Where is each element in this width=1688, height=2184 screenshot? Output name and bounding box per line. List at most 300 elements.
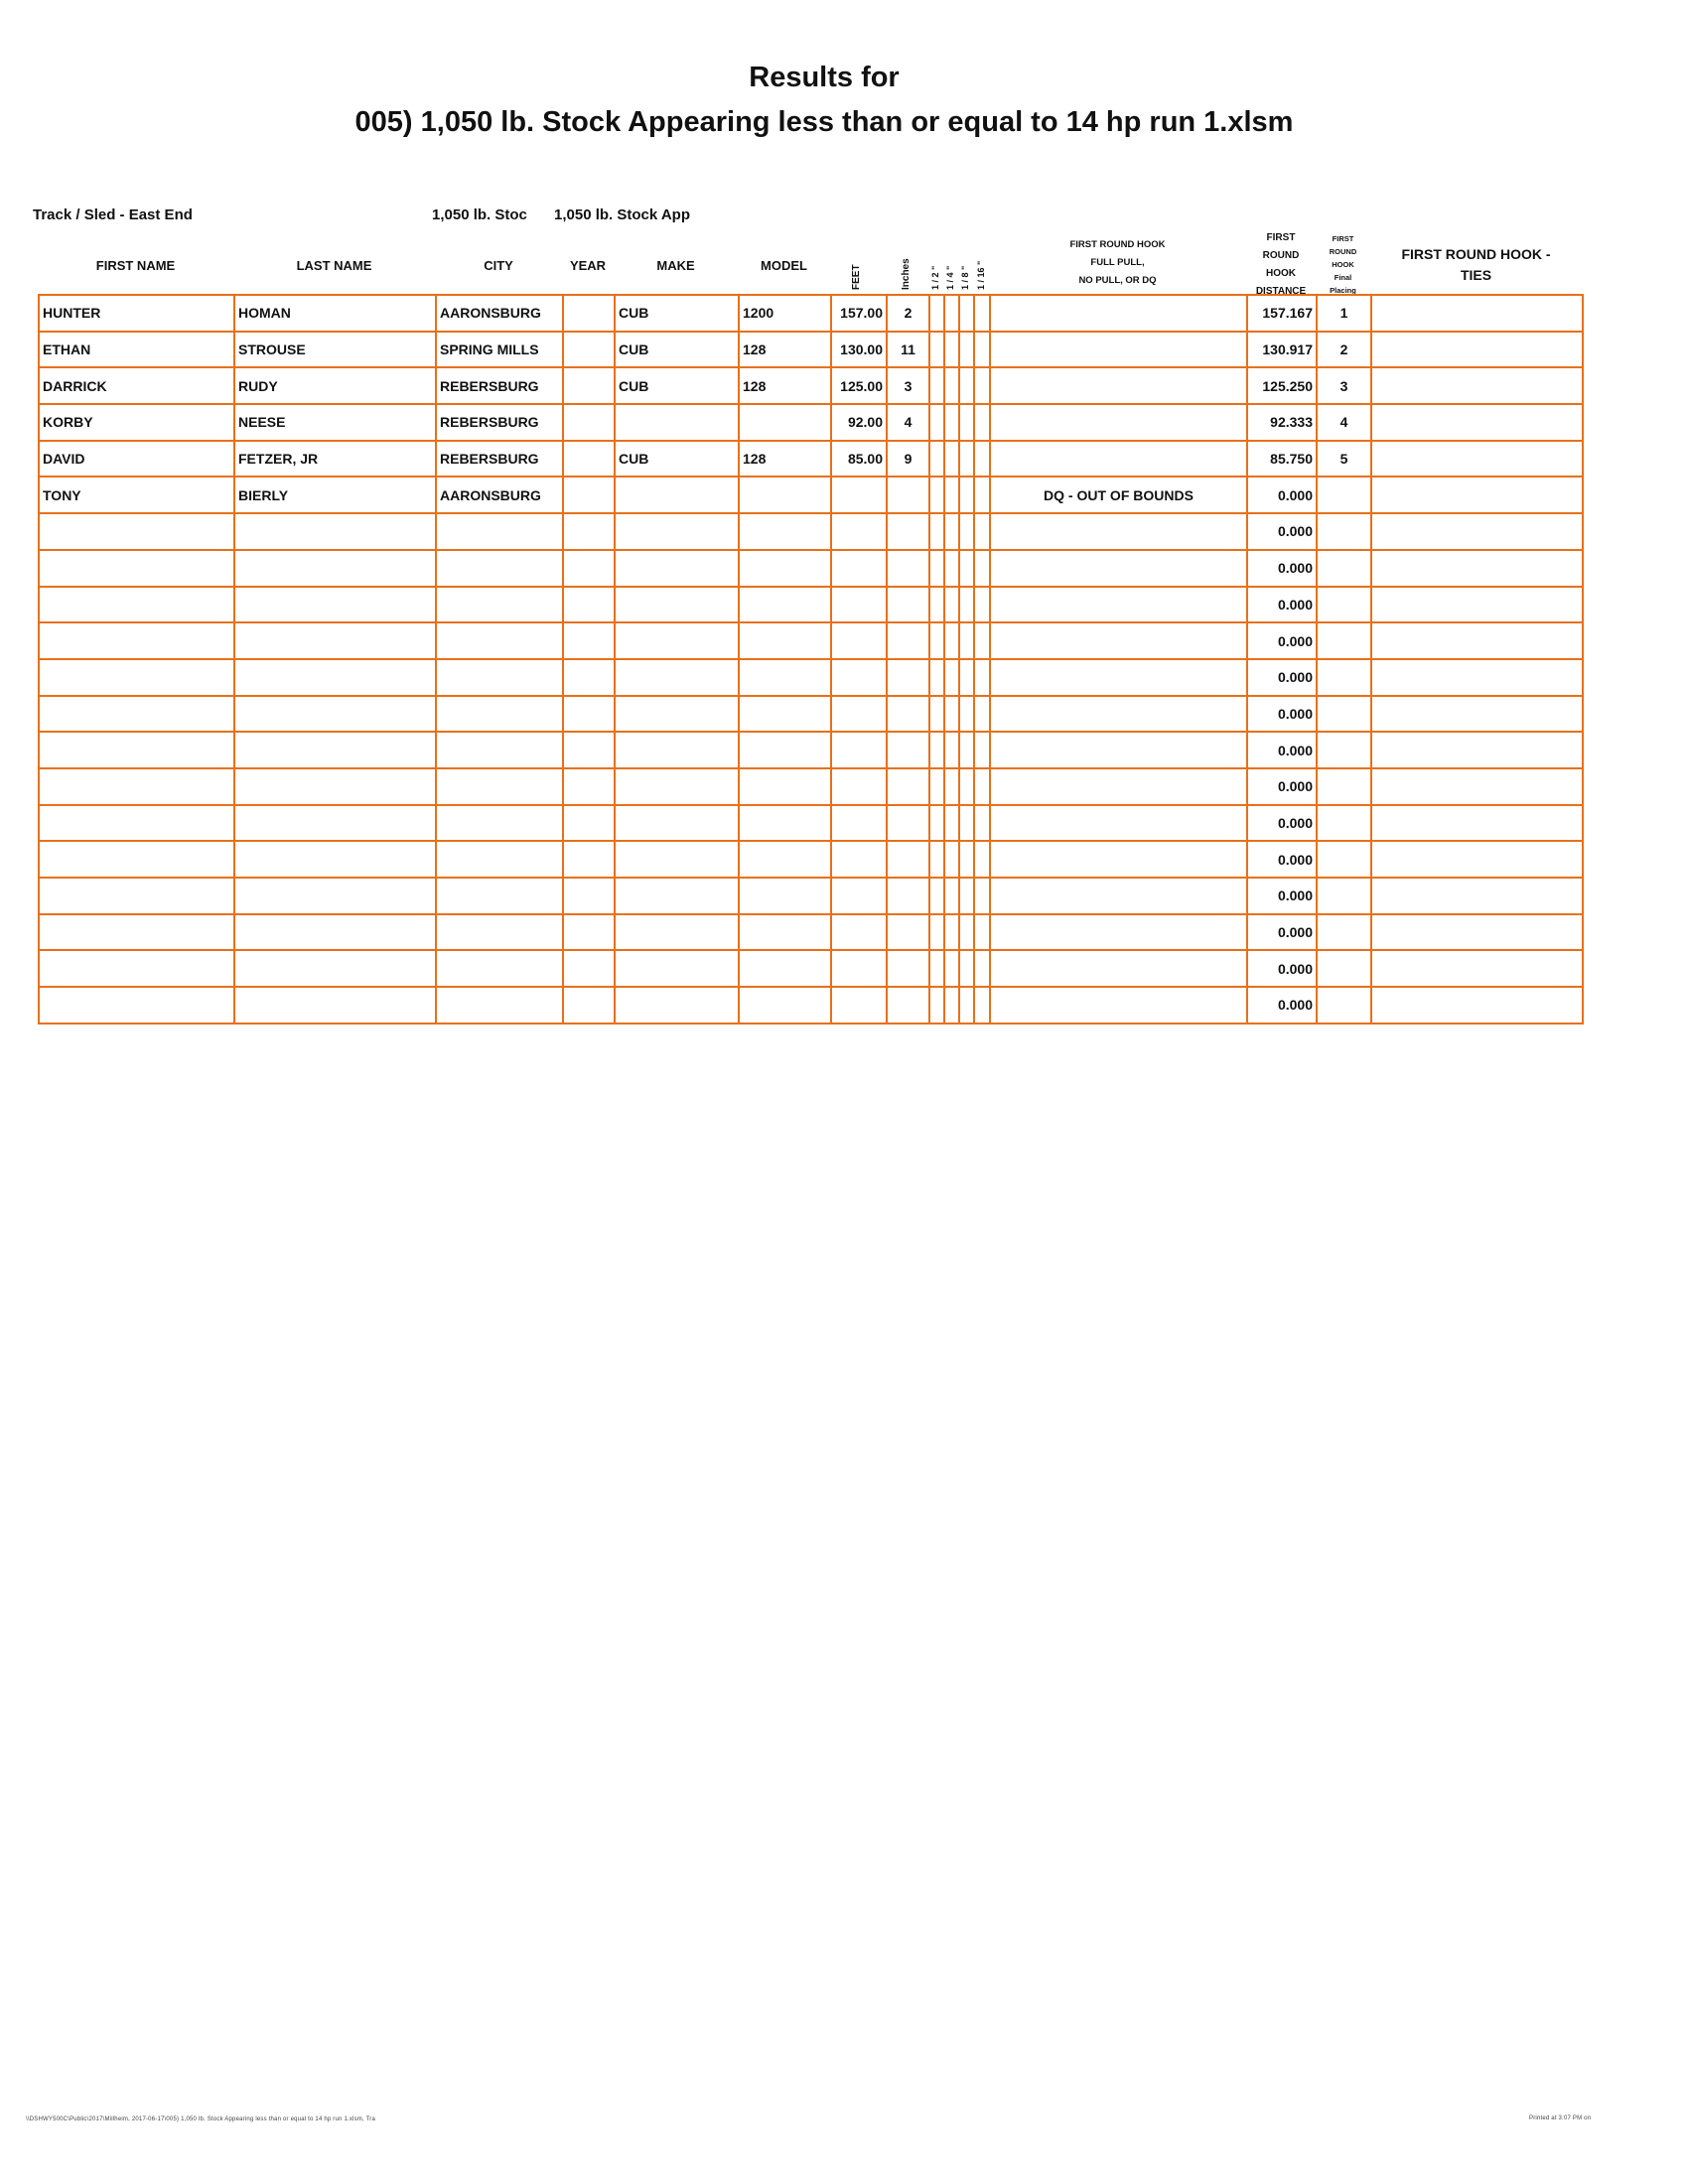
cell-half-inch xyxy=(929,805,944,842)
cell-last-name: NEESE xyxy=(234,404,436,441)
cell-city xyxy=(436,950,563,987)
cell-first-name xyxy=(39,659,234,696)
cell-inches xyxy=(887,696,929,733)
cell-final-placing xyxy=(1317,950,1371,987)
cell-last-name: STROUSE xyxy=(234,332,436,368)
table-row xyxy=(39,477,1583,513)
class-name-full: 1,050 lb. Stock App xyxy=(554,206,690,223)
cell-final-placing xyxy=(1317,513,1371,550)
cell-last-name xyxy=(234,622,436,659)
cell-inches xyxy=(887,914,929,951)
cell-city xyxy=(436,987,563,1024)
cell-final-placing xyxy=(1317,914,1371,951)
cell-year xyxy=(563,696,615,733)
cell-model xyxy=(739,696,831,733)
cell-last-name: FETZER, JR xyxy=(234,441,436,478)
cell-eighth-inch xyxy=(959,841,974,878)
cell-feet xyxy=(831,732,887,768)
cell-make xyxy=(615,550,739,587)
cell-quarter-inch xyxy=(944,441,959,478)
cell-quarter-inch xyxy=(944,477,959,513)
cell-city xyxy=(436,659,563,696)
cell-make xyxy=(615,732,739,768)
cell-city: REBERSBURG xyxy=(436,367,563,404)
cell-year xyxy=(563,805,615,842)
cell-quarter-inch xyxy=(944,367,959,404)
cell-quarter-inch xyxy=(944,659,959,696)
cell-half-inch xyxy=(929,513,944,550)
cell-last-name xyxy=(234,587,436,623)
cell-ties xyxy=(1371,404,1583,441)
cell-make xyxy=(615,622,739,659)
track-sled-label: Track / Sled - East End xyxy=(33,206,193,223)
cell-final-placing xyxy=(1317,987,1371,1024)
cell-first-name xyxy=(39,805,234,842)
cell-last-name xyxy=(234,987,436,1024)
cell-first-name xyxy=(39,768,234,805)
cell-final-placing: 3 xyxy=(1317,367,1371,404)
cell-full-pull-status xyxy=(990,696,1247,733)
cell-first-name: DARRICK xyxy=(39,367,234,404)
column-header-first-name: FIRST NAME xyxy=(95,258,176,273)
column-header-ties: FIRST ROUND HOOK - TIES xyxy=(1401,246,1551,283)
cell-half-inch xyxy=(929,659,944,696)
cell-city xyxy=(436,914,563,951)
cell-full-pull-status xyxy=(990,987,1247,1024)
cell-model xyxy=(739,550,831,587)
cell-feet xyxy=(831,914,887,951)
cell-make xyxy=(615,950,739,987)
cell-feet xyxy=(831,696,887,733)
cell-city: REBERSBURG xyxy=(436,404,563,441)
cell-city: AARONSBURG xyxy=(436,477,563,513)
cell-quarter-inch xyxy=(944,622,959,659)
cell-make xyxy=(615,587,739,623)
column-header-model: MODEL xyxy=(761,258,807,273)
cell-quarter-inch xyxy=(944,404,959,441)
class-name-truncated: 1,050 lb. Stoc xyxy=(432,206,527,223)
table-row xyxy=(39,404,1583,441)
cell-hook-distance: 0.000 xyxy=(1247,587,1317,623)
cell-hook-distance: 125.250 xyxy=(1247,367,1317,404)
column-header-make: MAKE xyxy=(656,258,695,273)
cell-half-inch xyxy=(929,622,944,659)
cell-city xyxy=(436,841,563,878)
cell-last-name xyxy=(234,878,436,914)
cell-sixteenth-inch xyxy=(974,550,990,587)
cell-last-name xyxy=(234,841,436,878)
cell-year xyxy=(563,587,615,623)
cell-quarter-inch xyxy=(944,914,959,951)
cell-inches xyxy=(887,987,929,1024)
cell-first-name xyxy=(39,950,234,987)
cell-last-name xyxy=(234,914,436,951)
cell-sixteenth-inch xyxy=(974,367,990,404)
table-row xyxy=(39,841,1583,878)
cell-inches: 4 xyxy=(887,404,929,441)
cell-year xyxy=(563,404,615,441)
cell-feet xyxy=(831,768,887,805)
table-row xyxy=(39,659,1583,696)
column-header-half: 1 / 2 " xyxy=(930,265,940,290)
cell-eighth-inch xyxy=(959,914,974,951)
cell-city xyxy=(436,587,563,623)
cell-ties xyxy=(1371,950,1583,987)
cell-model xyxy=(739,513,831,550)
cell-last-name xyxy=(234,513,436,550)
cell-ties xyxy=(1371,878,1583,914)
cell-year xyxy=(563,332,615,368)
cell-eighth-inch xyxy=(959,332,974,368)
cell-hook-distance: 92.333 xyxy=(1247,404,1317,441)
column-header-quarter: 1 / 4 " xyxy=(945,265,955,290)
table-row xyxy=(39,914,1583,951)
cell-quarter-inch xyxy=(944,696,959,733)
cell-first-name xyxy=(39,987,234,1024)
column-header-distance: FIRST ROUND HOOK DISTANCE xyxy=(1255,232,1307,297)
cell-model xyxy=(739,987,831,1024)
cell-first-name xyxy=(39,732,234,768)
cell-inches xyxy=(887,513,929,550)
cell-half-inch xyxy=(929,587,944,623)
cell-final-placing xyxy=(1317,732,1371,768)
cell-eighth-inch xyxy=(959,477,974,513)
cell-model xyxy=(739,768,831,805)
cell-last-name xyxy=(234,550,436,587)
cell-full-pull-status xyxy=(990,914,1247,951)
cell-make xyxy=(615,768,739,805)
cell-year xyxy=(563,295,615,332)
cell-final-placing xyxy=(1317,550,1371,587)
cell-make xyxy=(615,987,739,1024)
table-row xyxy=(39,987,1583,1024)
cell-half-inch xyxy=(929,768,944,805)
cell-city xyxy=(436,550,563,587)
cell-hook-distance: 0.000 xyxy=(1247,987,1317,1024)
cell-ties xyxy=(1371,841,1583,878)
cell-inches xyxy=(887,477,929,513)
cell-sixteenth-inch xyxy=(974,732,990,768)
cell-hook-distance: 0.000 xyxy=(1247,950,1317,987)
cell-quarter-inch xyxy=(944,732,959,768)
table-row xyxy=(39,332,1583,368)
cell-make xyxy=(615,513,739,550)
cell-full-pull-status xyxy=(990,550,1247,587)
cell-ties xyxy=(1371,914,1583,951)
cell-ties xyxy=(1371,367,1583,404)
cell-final-placing xyxy=(1317,659,1371,696)
cell-first-name xyxy=(39,914,234,951)
cell-feet: 130.00 xyxy=(831,332,887,368)
footer-file-path: \\DSHWY500C\Public\2017\Millheim, 2017-06-17\005) 1,050 lb. Stock Appearing less than or equal to 14 hp run 1.xlsm, Tra xyxy=(26,2116,375,2122)
cell-ties xyxy=(1371,513,1583,550)
cell-ties xyxy=(1371,805,1583,842)
cell-ties xyxy=(1371,587,1583,623)
cell-inches xyxy=(887,768,929,805)
cell-final-placing xyxy=(1317,878,1371,914)
cell-model: 128 xyxy=(739,367,831,404)
cell-model xyxy=(739,950,831,987)
cell-full-pull-status xyxy=(990,659,1247,696)
cell-first-name xyxy=(39,622,234,659)
cell-hook-distance: 157.167 xyxy=(1247,295,1317,332)
cell-last-name: HOMAN xyxy=(234,295,436,332)
cell-model xyxy=(739,477,831,513)
cell-final-placing: 4 xyxy=(1317,404,1371,441)
cell-final-placing xyxy=(1317,477,1371,513)
cell-city xyxy=(436,622,563,659)
cell-first-name xyxy=(39,550,234,587)
cell-sixteenth-inch xyxy=(974,513,990,550)
cell-year xyxy=(563,841,615,878)
cell-quarter-inch xyxy=(944,805,959,842)
cell-ties xyxy=(1371,441,1583,478)
cell-full-pull-status xyxy=(990,295,1247,332)
cell-sixteenth-inch xyxy=(974,878,990,914)
cell-feet xyxy=(831,950,887,987)
cell-hook-distance: 0.000 xyxy=(1247,696,1317,733)
cell-eighth-inch xyxy=(959,768,974,805)
cell-year xyxy=(563,987,615,1024)
cell-hook-distance: 0.000 xyxy=(1247,841,1317,878)
cell-eighth-inch xyxy=(959,732,974,768)
cell-year xyxy=(563,441,615,478)
cell-ties xyxy=(1371,696,1583,733)
cell-eighth-inch xyxy=(959,295,974,332)
cell-hook-distance: 0.000 xyxy=(1247,622,1317,659)
cell-first-name: DAVID xyxy=(39,441,234,478)
cell-city xyxy=(436,768,563,805)
cell-make xyxy=(615,696,739,733)
cell-sixteenth-inch xyxy=(974,841,990,878)
column-header-sixteenth: 1 / 16 " xyxy=(976,260,986,290)
cell-eighth-inch xyxy=(959,441,974,478)
cell-sixteenth-inch xyxy=(974,332,990,368)
cell-first-name xyxy=(39,513,234,550)
cell-sixteenth-inch xyxy=(974,768,990,805)
cell-full-pull-status xyxy=(990,841,1247,878)
table-row xyxy=(39,768,1583,805)
cell-model xyxy=(739,841,831,878)
cell-half-inch xyxy=(929,477,944,513)
cell-first-name: ETHAN xyxy=(39,332,234,368)
cell-make: CUB xyxy=(615,332,739,368)
cell-feet xyxy=(831,587,887,623)
column-header-eighth: 1 / 8 " xyxy=(960,265,970,290)
cell-full-pull-status xyxy=(990,805,1247,842)
cell-eighth-inch xyxy=(959,950,974,987)
cell-last-name xyxy=(234,696,436,733)
cell-city xyxy=(436,732,563,768)
cell-model: 128 xyxy=(739,441,831,478)
cell-sixteenth-inch xyxy=(974,587,990,623)
cell-eighth-inch xyxy=(959,404,974,441)
cell-hook-distance: 0.000 xyxy=(1247,659,1317,696)
cell-sixteenth-inch xyxy=(974,622,990,659)
cell-half-inch xyxy=(929,332,944,368)
cell-model xyxy=(739,732,831,768)
column-header-inches: Inches xyxy=(901,258,912,290)
cell-year xyxy=(563,914,615,951)
cell-last-name: RUDY xyxy=(234,367,436,404)
cell-first-name xyxy=(39,841,234,878)
cell-inches: 3 xyxy=(887,367,929,404)
cell-first-name: HUNTER xyxy=(39,295,234,332)
cell-half-inch xyxy=(929,914,944,951)
cell-city xyxy=(436,696,563,733)
cell-hook-distance: 0.000 xyxy=(1247,550,1317,587)
cell-city: REBERSBURG xyxy=(436,441,563,478)
cell-half-inch xyxy=(929,987,944,1024)
table-row xyxy=(39,295,1583,332)
cell-final-placing xyxy=(1317,696,1371,733)
cell-model: 1200 xyxy=(739,295,831,332)
cell-half-inch xyxy=(929,950,944,987)
cell-make xyxy=(615,805,739,842)
column-header-last-name: LAST NAME xyxy=(296,258,372,273)
cell-half-inch xyxy=(929,295,944,332)
cell-quarter-inch xyxy=(944,841,959,878)
cell-ties xyxy=(1371,295,1583,332)
cell-half-inch xyxy=(929,550,944,587)
cell-half-inch xyxy=(929,367,944,404)
cell-model xyxy=(739,659,831,696)
cell-sixteenth-inch xyxy=(974,805,990,842)
cell-eighth-inch xyxy=(959,878,974,914)
cell-first-name xyxy=(39,696,234,733)
cell-year xyxy=(563,950,615,987)
cell-model xyxy=(739,587,831,623)
results-table-body xyxy=(39,295,1583,1024)
cell-year xyxy=(563,732,615,768)
cell-sixteenth-inch xyxy=(974,441,990,478)
cell-feet xyxy=(831,878,887,914)
cell-half-inch xyxy=(929,404,944,441)
cell-half-inch xyxy=(929,441,944,478)
cell-last-name xyxy=(234,950,436,987)
cell-make xyxy=(615,477,739,513)
cell-model xyxy=(739,878,831,914)
cell-ties xyxy=(1371,659,1583,696)
cell-make xyxy=(615,659,739,696)
cell-full-pull-status xyxy=(990,587,1247,623)
cell-year xyxy=(563,878,615,914)
cell-quarter-inch xyxy=(944,878,959,914)
cell-sixteenth-inch xyxy=(974,477,990,513)
cell-quarter-inch xyxy=(944,513,959,550)
cell-year xyxy=(563,659,615,696)
cell-inches xyxy=(887,622,929,659)
column-header-final-placing: FIRST ROUND HOOK Final Placing xyxy=(1329,234,1357,295)
cell-hook-distance: 0.000 xyxy=(1247,914,1317,951)
cell-ties xyxy=(1371,332,1583,368)
cell-sixteenth-inch xyxy=(974,950,990,987)
cell-inches: 2 xyxy=(887,295,929,332)
cell-eighth-inch xyxy=(959,587,974,623)
cell-feet xyxy=(831,987,887,1024)
cell-eighth-inch xyxy=(959,696,974,733)
cell-feet: 125.00 xyxy=(831,367,887,404)
cell-final-placing xyxy=(1317,768,1371,805)
cell-feet: 85.00 xyxy=(831,441,887,478)
table-row xyxy=(39,878,1583,914)
cell-first-name xyxy=(39,587,234,623)
cell-inches xyxy=(887,878,929,914)
table-row xyxy=(39,696,1583,733)
cell-hook-distance: 0.000 xyxy=(1247,768,1317,805)
cell-feet xyxy=(831,513,887,550)
cell-full-pull-status xyxy=(990,878,1247,914)
cell-full-pull-status xyxy=(990,622,1247,659)
cell-full-pull-status xyxy=(990,332,1247,368)
table-row xyxy=(39,441,1583,478)
cell-full-pull-status xyxy=(990,513,1247,550)
cell-last-name xyxy=(234,732,436,768)
cell-ties xyxy=(1371,987,1583,1024)
cell-hook-distance: 0.000 xyxy=(1247,477,1317,513)
cell-full-pull-status: DQ - OUT OF BOUNDS xyxy=(990,477,1247,513)
file-title: 005) 1,050 lb. Stock Appearing less than or equal to 14 hp run 1.xlsm xyxy=(354,106,1294,138)
cell-sixteenth-inch xyxy=(974,914,990,951)
column-header-full-pull: FIRST ROUND HOOK FULL PULL, NO PULL, OR DQ xyxy=(1069,239,1166,286)
cell-full-pull-status xyxy=(990,367,1247,404)
cell-sixteenth-inch xyxy=(974,404,990,441)
table-row xyxy=(39,587,1583,623)
cell-make xyxy=(615,841,739,878)
cell-model xyxy=(739,622,831,659)
cell-last-name xyxy=(234,768,436,805)
cell-full-pull-status xyxy=(990,404,1247,441)
column-header-feet: FEET xyxy=(851,264,862,290)
cell-feet: 92.00 xyxy=(831,404,887,441)
cell-feet: 157.00 xyxy=(831,295,887,332)
cell-city: AARONSBURG xyxy=(436,295,563,332)
cell-final-placing: 5 xyxy=(1317,441,1371,478)
cell-ties xyxy=(1371,732,1583,768)
cell-ties xyxy=(1371,768,1583,805)
cell-feet xyxy=(831,622,887,659)
cell-sixteenth-inch xyxy=(974,295,990,332)
cell-full-pull-status xyxy=(990,732,1247,768)
cell-quarter-inch xyxy=(944,295,959,332)
cell-model xyxy=(739,914,831,951)
cell-final-placing xyxy=(1317,805,1371,842)
cell-ties xyxy=(1371,477,1583,513)
cell-final-placing xyxy=(1317,841,1371,878)
cell-first-name: KORBY xyxy=(39,404,234,441)
cell-first-name: TONY xyxy=(39,477,234,513)
cell-year xyxy=(563,622,615,659)
cell-feet xyxy=(831,477,887,513)
cell-quarter-inch xyxy=(944,550,959,587)
cell-feet xyxy=(831,550,887,587)
table-row xyxy=(39,732,1583,768)
column-header-year: YEAR xyxy=(569,258,607,273)
page-title: Results for xyxy=(749,62,900,93)
footer-printed-timestamp: Printed at 3:07 PM on xyxy=(1529,2116,1592,2121)
cell-model xyxy=(739,805,831,842)
cell-hook-distance: 130.917 xyxy=(1247,332,1317,368)
cell-last-name xyxy=(234,805,436,842)
cell-final-placing: 2 xyxy=(1317,332,1371,368)
cell-inches xyxy=(887,732,929,768)
cell-final-placing: 1 xyxy=(1317,295,1371,332)
cell-eighth-inch xyxy=(959,513,974,550)
cell-eighth-inch xyxy=(959,659,974,696)
cell-quarter-inch xyxy=(944,332,959,368)
cell-eighth-inch xyxy=(959,550,974,587)
cell-full-pull-status xyxy=(990,768,1247,805)
